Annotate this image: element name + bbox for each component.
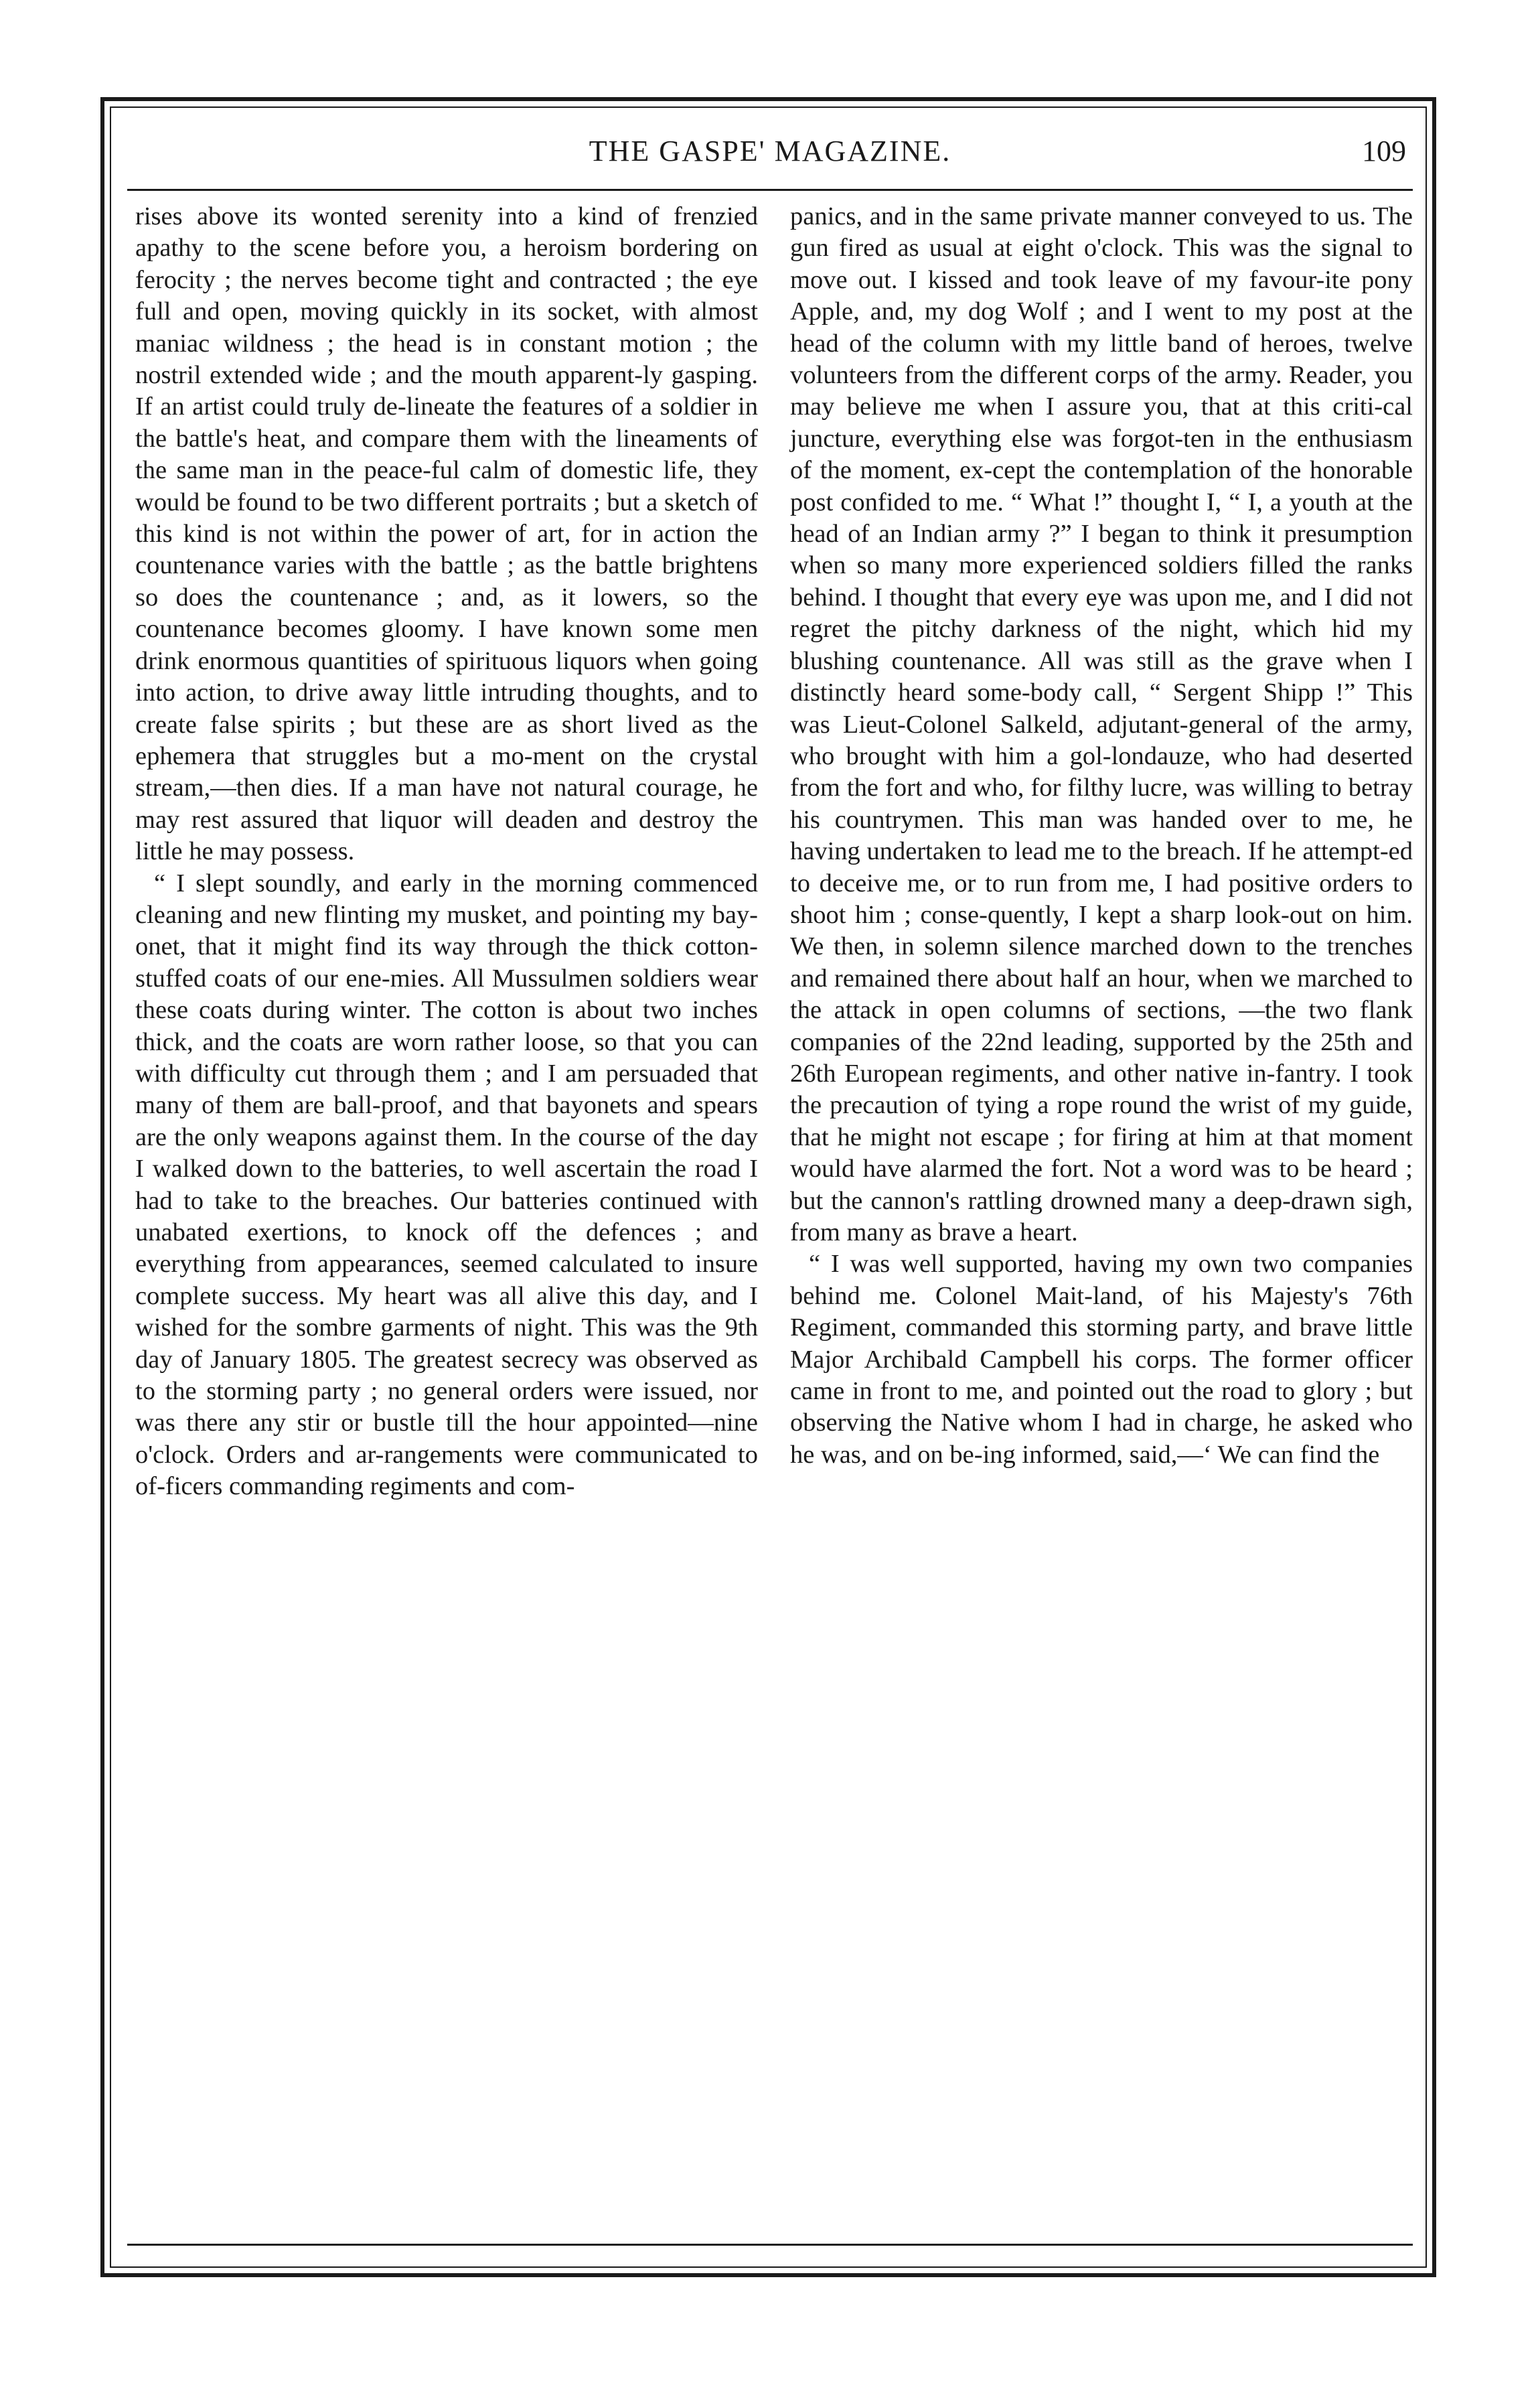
left-column <box>135 201 758 1503</box>
left-paragraph-2: “ I slept soundly, and early in the morning commenced cleaning and new flinting my musket, and pointing my bay-onet, that it might find its way through the thick cotton-stuffed coats of our ene-mies. All Mussulmen soldiers wear these coats during winter. The cotton is about two inches thick, and the coats are worn rather loose, so that you can with difficulty cut through them ; and I am persuaded that many of them are ball-proof, and that bayonets and spears are the only weapons against them. In the course of the day I walked down to the batteries, to well ascertain the road I had to take to the breaches. Our batteries continued with unabated exertions, to knock off the defences ; and everything from appearances, seemed calculated to insure complete success. My heart was all alive this day, and I wished for the sombre garments of night. This was the 9th day of January 1805. The greatest secrecy was observed as to the storming party ; no general orders were issued, nor was there any stir or bustle till the hour appointed—nine o'clock. Orders and ar-rangements were communicated to of-ficers commanding regiments and com- <box>135 869 758 1501</box>
right-paragraph-1: panics, and in the same private manner conveyed to us. The gun fired as usual at eight o'clock. This was the signal to move out. I kissed and took leave of my favour-ite pony Apple, and, my dog Wolf ; and I went to my post at the head of the column with my little band of heroes, twelve volunteers from the different corps of the army. Reader, you may believe me when I assure you, that at this criti-cal juncture, everything else was forgot-ten in the enthusiasm of the moment, ex-cept the contemplation of the honorable post confided to me. “ What !” thought I, “ I, a youth at the head of an Indian army ?” I began to think it presumption when so many more experienced soldiers filled the ranks behind. I thought that every eye was upon me, and I did not regret the pitchy darkness of the night, which hid my blushing countenance. All was still as the grave when I distinctly heard some-body call, “ Sergent Shipp !” This was Lieut-Colonel Salkeld, adjutant-general of the army, who brought with him a gol-londauze, who had deserted from the fort and who, for filthy lucre, was willing to betray his countrymen. This man was handed over to me, he having undertaken to lead me to the breach. If he attempt-ed to deceive me, or to run from me, I had positive orders to shoot him ; conse-quently, I kept a sharp look-out on him. We then, in solemn silence marched down to the trenches and remained there about half an hour, when we marched to the attack in open columns of sections, —the two flank companies of the 22nd leading, supported by the 25th and 26th European regiments, and other native in-fantry. I took the precaution of tying a rope round the wrist of my guide, that he might not escape ; for firing at him at that moment would have alarmed the fort. Not a word was to be heard ; but the cannon's rattling drowned many a deep-drawn sigh, from many as brave a heart. <box>790 202 1413 1246</box>
left-paragraph-1: rises above its wonted serenity into a kind of frenzied apathy to the scene before you, a heroism bordering on ferocity ; the nerves become tight and contracted ; the eye full and open, moving quickly in its socket, with almost maniac wildness ; the head is in constant motion ; the nostril extended wide ; and the mouth apparent-ly gasping. If an artist could truly de-lineate the features of a soldier in the battle's heat, and compare them with the lineaments of the same man in the peace-ful calm of domestic life, they would be found to be two different portraits ; but a sketch of this kind is not within the power of art, for in action the countenance varies with the battle ; as the battle brightens so does the countenance ; and, as it lowers, so the countenance becomes gloomy. I have known some men drink enormous quantities of spirituous liquors when going into action, to drive away little intruding thoughts, and to create false spirits ; but these are as short lived as the ephemera that struggles but a mo-ment on the crystal stream,—then dies. If a man have not natural courage, he may rest assured that liquor will deaden and destroy the little he may possess. <box>135 202 758 866</box>
right-column <box>790 201 1413 1471</box>
article-body <box>127 201 1416 2237</box>
right-paragraph-2: “ I was well supported, having my own two companies behind me. Colonel Mait-land, of his Majesty's 76th Regiment, commanded this storming party, and brave little Major Archibald Campbell his corps. The former officer came in front to me, and pointed out the road to glory ; but observing the Native whom I had in charge, he asked who he was, and on be-ing informed, said,—‘ We can find the <box>790 1250 1413 1469</box>
page-number: 109 <box>1362 135 1406 167</box>
header-rule <box>127 189 1413 191</box>
magazine-title: THE GASPE' MAGAZINE. <box>589 135 951 167</box>
running-header <box>127 134 1413 174</box>
footer-rule <box>127 2244 1413 2246</box>
